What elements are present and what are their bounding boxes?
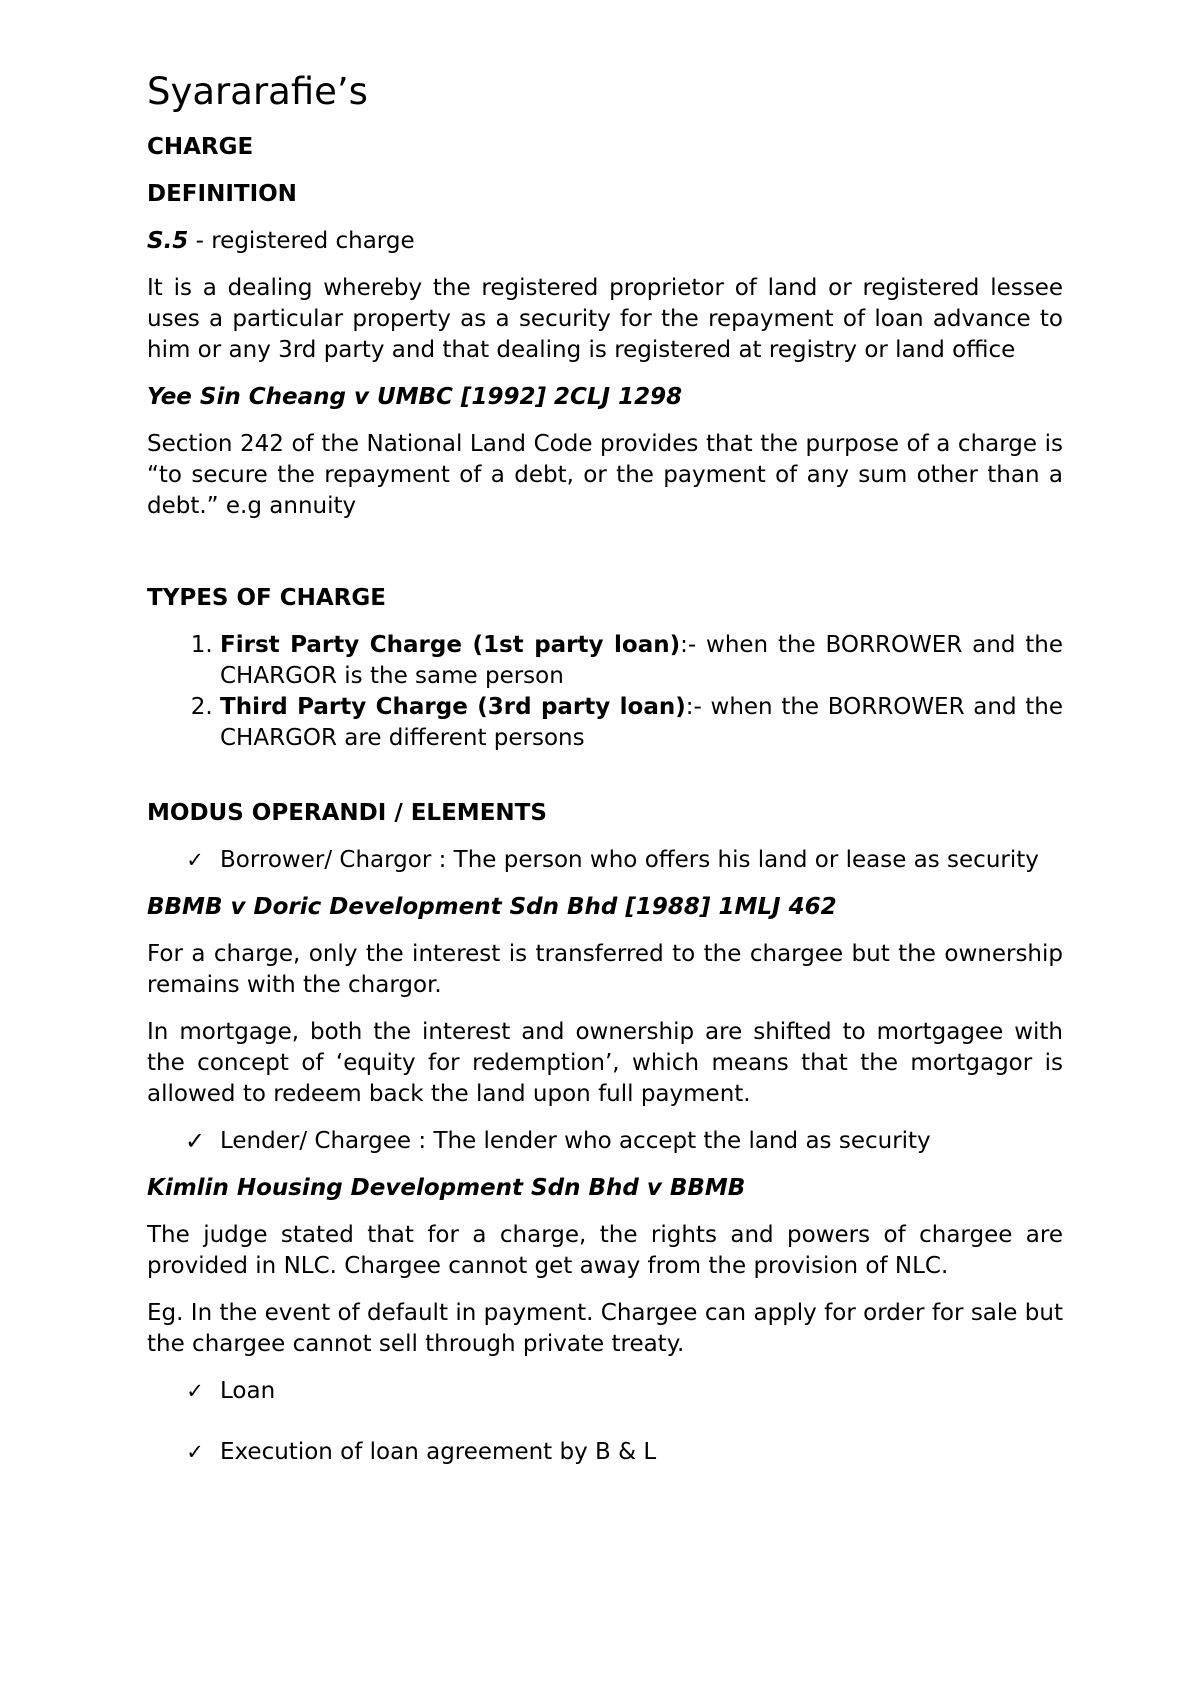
types-list [147, 630, 1063, 754]
elements-list-1 [147, 845, 1063, 876]
elements-list-3 [147, 1376, 1063, 1468]
heading-modus-operandi: MODUS OPERANDI / ELEMENTS [147, 800, 547, 826]
heading-definition: DEFINITION [147, 181, 297, 207]
document-page [147, 68, 1063, 1484]
heading-types-of-charge: TYPES OF CHARGE [147, 585, 386, 611]
element-text: Loan [220, 1378, 276, 1404]
case-paragraph-mortgage: In mortgage, both the interest and ownership are shifted to mortgagee with the concept of ‘equity for redemption’, which means that the mortgagor is allowed to redeem back the land upon full payment. [147, 1019, 1063, 1107]
list-item [147, 1126, 1063, 1157]
list-item [147, 1376, 1063, 1407]
elements-list-2 [147, 1126, 1063, 1157]
case-citation-yee-sin-cheang: Yee Sin Cheang v UMBC [1992] 2CLJ 1298 [147, 384, 683, 410]
type-label: Third Party Charge (3rd party loan) [220, 694, 686, 720]
checkmark-icon: ✓ [184, 1127, 206, 1155]
section-description: - registered charge [188, 228, 415, 254]
case-paragraph-section-242: Section 242 of the National Land Code provides that the purpose of a charge is “to secure the repayment of a debt, or the payment of any sum other than a debt.” e.g annuity [147, 431, 1063, 519]
checkmark-icon: ✓ [186, 848, 204, 872]
checkmark-icon: ✓ [186, 1440, 204, 1464]
section-number: S.5 [147, 228, 189, 254]
case-citation-kimlin: Kimlin Housing Development Sdn Bhd v BBMB [147, 1175, 746, 1201]
case-citation-bbmb-doric: BBMB v Doric Development Sdn Bhd [1988] 1MLJ 462 [147, 894, 837, 920]
case-paragraph-order-for-sale: Eg. In the event of default in payment. Chargee can apply for order for sale but the chargee cannot sell through private treaty. [147, 1300, 1063, 1357]
section-reference [147, 226, 1063, 257]
spacer [147, 538, 1063, 583]
case-paragraph-nlc-rights: The judge stated that for a charge, the rights and powers of chargee are provided in NLC. Chargee cannot get away from the provision of NLC. [147, 1222, 1063, 1279]
element-text: Borrower/ Chargor : The person who offers his land or lease as security [220, 847, 1039, 873]
document-title: Syararafie’s [147, 70, 368, 113]
checkmark-icon: ✓ [186, 1379, 204, 1403]
list-item [220, 630, 1063, 692]
element-text: Execution of loan agreement by B & L [220, 1439, 657, 1465]
case-paragraph-charge-interest: For a charge, only the interest is transferred to the chargee but the ownership remains with the chargor. [147, 941, 1063, 998]
list-item [147, 845, 1063, 876]
type-description: :- when the BORROWER and the CHARGOR are different persons [220, 694, 1063, 751]
spacer [147, 770, 1063, 798]
type-description: :- when the BORROWER and the CHARGOR is the same person [220, 632, 1063, 689]
list-item [147, 1437, 1063, 1468]
type-label: First Party Charge (1st party loan) [220, 632, 681, 658]
heading-charge: CHARGE [147, 134, 254, 160]
list-item [220, 692, 1063, 754]
definition-paragraph: It is a dealing whereby the registered proprietor of land or registered lessee uses a particular property as a security for the repayment of loan advance to him or any 3rd party and that dealing is registered at registry or land office [147, 275, 1063, 363]
element-text: Lender/ Chargee : The lender who accept the land as security [220, 1128, 931, 1154]
